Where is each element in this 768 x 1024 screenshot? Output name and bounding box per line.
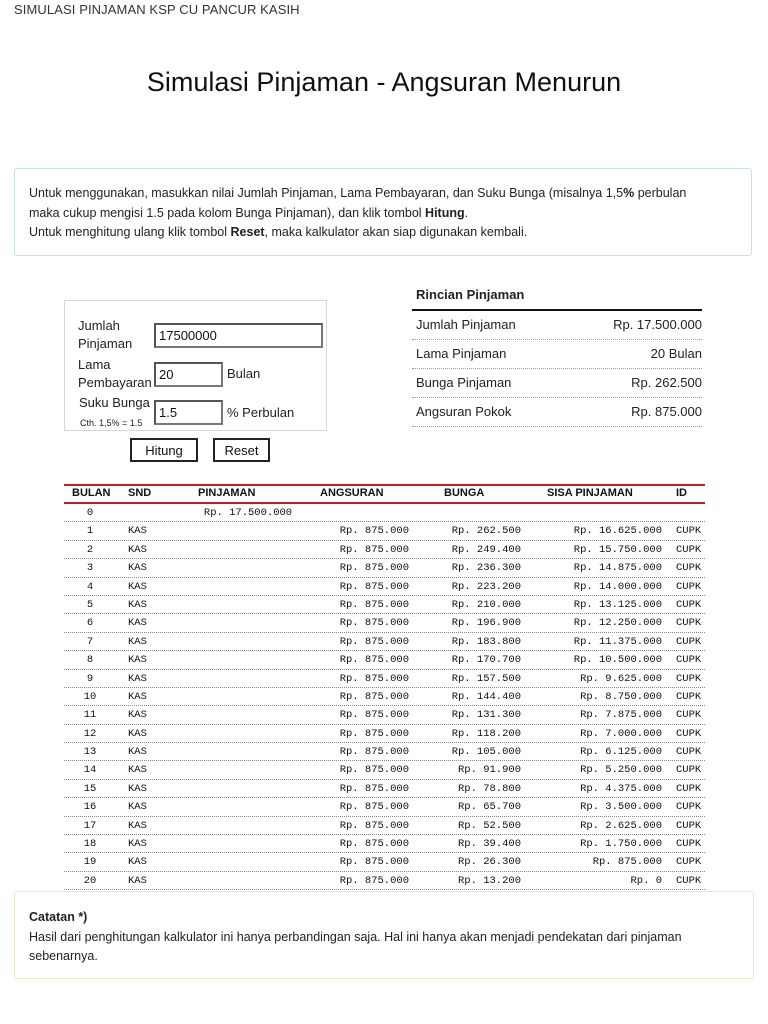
rincian-value: 20 Bulan	[650, 346, 702, 361]
instructions-text: , maka kalkulator akan siap digunakan kembali.	[264, 225, 528, 239]
hitung-button[interactable]: Hitung	[130, 438, 198, 462]
cell-sisa-pinjaman: Rp. 7.000.000	[580, 727, 662, 740]
cell-id: CUPK	[676, 543, 702, 556]
cell-snd: KAS	[128, 801, 147, 814]
cell-sisa-pinjaman: Rp. 875.000	[592, 856, 662, 869]
cell-snd: KAS	[128, 746, 147, 759]
cell-bulan: 12	[83, 727, 97, 740]
cell-sisa-pinjaman: Rp. 12.250.000	[573, 617, 662, 630]
schedule-row	[64, 670, 705, 688]
header-pinjaman: PINJAMAN	[198, 487, 256, 499]
instructions-text: Untuk menggunakan, masukkan nilai Jumlah Pinjaman, Lama Pembayaran, dan Suku Bunga (misalnya 1,5	[29, 186, 624, 200]
rincian-value: Rp. 875.000	[631, 404, 702, 419]
cell-id: CUPK	[676, 525, 702, 538]
instructions-text: Untuk menghitung ulang klik tombol	[29, 225, 231, 239]
jumlah-pinjaman-label	[78, 317, 132, 353]
cell-snd: KAS	[128, 690, 147, 703]
cell-sisa-pinjaman: Rp. 8.750.000	[580, 690, 662, 703]
cell-angsuran: Rp. 875.000	[339, 525, 409, 538]
cell-angsuran: Rp. 875.000	[339, 764, 409, 777]
cell-sisa-pinjaman: Rp. 3.500.000	[580, 801, 662, 814]
cell-sisa-pinjaman: Rp. 0	[630, 874, 662, 887]
cell-angsuran: Rp. 875.000	[339, 856, 409, 869]
rincian-row	[412, 340, 702, 369]
cell-bunga: Rp. 65.700	[457, 801, 521, 814]
cell-angsuran: Rp. 875.000	[339, 838, 409, 851]
cell-snd: KAS	[128, 654, 147, 667]
cell-id: CUPK	[676, 690, 702, 703]
schedule-row	[64, 743, 705, 761]
lama-label-line: Lama	[78, 357, 111, 372]
jumlah-pinjaman-input[interactable]	[154, 323, 323, 348]
cell-snd: KAS	[128, 672, 147, 685]
cell-sisa-pinjaman: Rp. 13.125.000	[573, 598, 662, 611]
cell-bunga: Rp. 170.700	[451, 654, 521, 667]
cell-angsuran: Rp. 875.000	[339, 782, 409, 795]
cell-bunga: Rp. 13.200	[457, 874, 521, 887]
cell-bulan: 19	[83, 856, 97, 869]
catatan-text: Hasil dari penghitungan kalkulator ini hanya perbandingan saja. Hal ini hanya akan menjadi pendekatan dari pinjaman sebenarnya.	[29, 929, 682, 963]
schedule-table	[64, 484, 705, 890]
cell-sisa-pinjaman: Rp. 9.625.000	[580, 672, 662, 685]
cell-bunga: Rp. 105.000	[451, 746, 521, 759]
cell-sisa-pinjaman: Rp. 14.000.000	[573, 580, 662, 593]
cell-id: CUPK	[676, 727, 702, 740]
cell-id: CUPK	[676, 782, 702, 795]
cell-angsuran: Rp. 875.000	[339, 874, 409, 887]
cell-bunga: Rp. 236.300	[451, 562, 521, 575]
schedule-row	[64, 596, 705, 614]
lama-unit: Bulan	[227, 366, 261, 381]
cell-snd: KAS	[128, 727, 147, 740]
cell-bunga: Rp. 131.300	[451, 709, 521, 722]
schedule-body	[64, 504, 705, 890]
loan-form	[64, 300, 327, 431]
header-angsuran: ANGSURAN	[320, 487, 384, 499]
schedule-row	[64, 817, 705, 835]
cell-angsuran: Rp. 875.000	[339, 543, 409, 556]
cell-bunga: Rp. 157.500	[451, 672, 521, 685]
rincian-label: Lama Pinjaman	[416, 346, 507, 361]
cell-snd: KAS	[128, 764, 147, 777]
rincian-row	[412, 369, 702, 398]
schedule-row	[64, 504, 705, 522]
suku-bunga-input[interactable]	[154, 400, 223, 425]
cell-id: CUPK	[676, 856, 702, 869]
instructions-line-1	[29, 184, 737, 204]
cell-angsuran: Rp. 875.000	[339, 617, 409, 630]
cell-angsuran: Rp. 875.000	[339, 819, 409, 832]
cell-sisa-pinjaman: Rp. 16.625.000	[573, 525, 662, 538]
cell-bunga: Rp. 262.500	[451, 525, 521, 538]
cell-sisa-pinjaman: Rp. 4.375.000	[580, 782, 662, 795]
cell-snd: KAS	[128, 874, 147, 887]
schedule-row	[64, 780, 705, 798]
cell-angsuran: Rp. 875.000	[339, 672, 409, 685]
schedule-row	[64, 651, 705, 669]
cell-bunga: Rp. 26.300	[457, 856, 521, 869]
cell-pinjaman: Rp. 17.500.000	[203, 507, 293, 519]
cell-id: CUPK	[676, 598, 702, 611]
cell-bulan: 10	[83, 690, 97, 703]
cell-id: CUPK	[676, 709, 702, 722]
cell-angsuran: Rp. 875.000	[339, 727, 409, 740]
cell-bulan: 16	[83, 801, 97, 814]
cell-bulan: 4	[86, 580, 94, 593]
schedule-row	[64, 798, 705, 816]
cell-bulan: 11	[83, 709, 97, 722]
site-title: SIMULASI PINJAMAN KSP CU PANCUR KASIH	[14, 2, 300, 17]
rincian-label: Bunga Pinjaman	[416, 375, 512, 390]
cell-angsuran: Rp. 875.000	[339, 562, 409, 575]
schedule-row	[64, 706, 705, 724]
schedule-row	[64, 688, 705, 706]
cell-id: CUPK	[676, 562, 702, 575]
suku-bunga-unit: % Perbulan	[227, 405, 295, 420]
cell-bulan: 2	[86, 543, 94, 556]
cell-id: CUPK	[676, 819, 702, 832]
cell-snd: KAS	[128, 562, 147, 575]
lama-pembayaran-input[interactable]	[154, 362, 223, 387]
cell-bunga: Rp. 223.200	[451, 580, 521, 593]
cell-bulan: 20	[83, 874, 97, 887]
cell-snd: KAS	[128, 838, 147, 851]
schedule-row	[64, 614, 705, 632]
schedule-row	[64, 872, 705, 890]
cell-bunga: Rp. 249.400	[451, 543, 521, 556]
schedule-row	[64, 725, 705, 743]
cell-sisa-pinjaman: Rp. 15.750.000	[573, 543, 662, 556]
cell-id: CUPK	[676, 801, 702, 814]
cell-id: CUPK	[676, 580, 702, 593]
suku-bunga-example: Cth. 1,5% = 1.5	[80, 418, 143, 428]
schedule-row	[64, 761, 705, 779]
rincian-row	[412, 311, 702, 340]
cell-bulan: 1	[86, 525, 94, 538]
lama-pembayaran-label	[78, 356, 152, 392]
cell-angsuran: Rp. 875.000	[339, 709, 409, 722]
cell-id: CUPK	[676, 874, 702, 887]
cell-bunga: Rp. 91.900	[457, 764, 521, 777]
suku-bunga-label: Suku Bunga	[79, 395, 150, 410]
catatan-box	[14, 891, 754, 979]
cell-bunga: Rp. 118.200	[451, 727, 521, 740]
cell-bunga: Rp. 210.000	[451, 598, 521, 611]
cell-bulan: 13	[83, 746, 97, 759]
cell-angsuran: Rp. 875.000	[339, 746, 409, 759]
cell-snd: KAS	[128, 617, 147, 630]
cell-angsuran: Rp. 875.000	[339, 690, 409, 703]
cell-snd: KAS	[128, 819, 147, 832]
cell-sisa-pinjaman: Rp. 14.875.000	[573, 562, 662, 575]
lama-label-line: Pembayaran	[78, 375, 152, 390]
cell-id: CUPK	[676, 764, 702, 777]
cell-bulan: 14	[83, 764, 97, 777]
cell-angsuran: Rp. 875.000	[339, 635, 409, 648]
cell-snd: KAS	[128, 782, 147, 795]
schedule-row	[64, 541, 705, 559]
cell-bulan: 8	[86, 654, 94, 667]
cell-bulan: 7	[86, 635, 94, 648]
page-title: Simulasi Pinjaman - Angsuran Menurun	[146, 67, 622, 97]
cell-bunga: Rp. 183.800	[451, 635, 521, 648]
cell-snd: KAS	[128, 543, 147, 556]
cell-snd: KAS	[128, 856, 147, 869]
cell-bulan: 6	[86, 617, 94, 630]
instructions-reset-keyword: Reset	[230, 225, 265, 239]
jumlah-label-line: Jumlah	[78, 318, 120, 333]
schedule-row	[64, 559, 705, 577]
cell-id: CUPK	[676, 672, 702, 685]
instructions-text: .	[464, 205, 469, 220]
cell-snd: KAS	[128, 709, 147, 722]
rincian-label: Jumlah Pinjaman	[416, 317, 516, 332]
instructions-line-3	[29, 223, 737, 243]
instructions-line-2	[29, 204, 737, 224]
cell-bunga: Rp. 144.400	[451, 690, 521, 703]
cell-bulan: 9	[86, 672, 94, 685]
cell-bunga: Rp. 39.400	[457, 838, 521, 851]
cell-sisa-pinjaman: Rp. 10.500.000	[573, 654, 662, 667]
header-sisa-pinjaman: SISA PINJAMAN	[547, 487, 633, 499]
cell-sisa-pinjaman: Rp. 5.250.000	[580, 764, 662, 777]
cell-bunga: Rp. 52.500	[457, 819, 521, 832]
cell-id: CUPK	[676, 746, 702, 759]
cell-bulan: 15	[83, 782, 97, 795]
cell-bulan: 5	[86, 598, 94, 611]
jumlah-label-line: Pinjaman	[78, 336, 133, 351]
cell-snd: KAS	[128, 635, 147, 648]
schedule-row	[64, 522, 705, 540]
rincian-value: Rp. 262.500	[631, 375, 702, 390]
cell-angsuran: Rp. 875.000	[339, 598, 409, 611]
rincian-value: Rp. 17.500.000	[613, 317, 702, 332]
instructions-box	[14, 168, 752, 256]
header-bulan: BULAN	[72, 487, 111, 499]
cell-bunga: Rp. 196.900	[451, 617, 521, 630]
cell-sisa-pinjaman: Rp. 7.875.000	[580, 709, 662, 722]
cell-angsuran: Rp. 875.000	[339, 801, 409, 814]
instructions-text: perbulan	[634, 186, 687, 200]
cell-angsuran: Rp. 875.000	[339, 654, 409, 667]
rincian-pinjaman-table	[412, 281, 702, 427]
header-bunga: BUNGA	[444, 487, 485, 499]
cell-angsuran: Rp. 875.000	[339, 580, 409, 593]
schedule-row	[64, 835, 705, 853]
cell-id: CUPK	[676, 838, 702, 851]
schedule-row	[64, 578, 705, 596]
cell-id: CUPK	[676, 654, 702, 667]
cell-snd: KAS	[128, 598, 147, 611]
cell-sisa-pinjaman: Rp. 11.375.000	[573, 635, 662, 648]
instructions-percent: %	[623, 186, 635, 200]
cell-sisa-pinjaman: Rp. 6.125.000	[580, 746, 662, 759]
instructions-text: maka cukup mengisi 1.5 pada kolom Bunga Pinjaman), dan klik tombol	[29, 205, 426, 220]
reset-button[interactable]: Reset	[213, 438, 270, 462]
cell-bulan: 17	[83, 819, 97, 832]
schedule-row	[64, 853, 705, 871]
cell-id: CUPK	[676, 635, 702, 648]
header-snd: SND	[128, 487, 152, 499]
instructions-hitung-keyword: Hitung	[425, 205, 465, 220]
schedule-header	[64, 484, 705, 504]
rincian-row	[412, 398, 702, 427]
cell-bulan: 0	[86, 507, 94, 519]
cell-bunga: Rp. 78.800	[457, 782, 521, 795]
cell-bulan: 3	[86, 562, 94, 575]
header-id: ID	[676, 487, 687, 499]
cell-bulan: 18	[83, 838, 97, 851]
cell-sisa-pinjaman: Rp. 1.750.000	[580, 838, 662, 851]
rincian-title: Rincian Pinjaman	[412, 281, 702, 311]
cell-sisa-pinjaman: Rp. 2.625.000	[580, 819, 662, 832]
schedule-row	[64, 633, 705, 651]
cell-id: CUPK	[676, 617, 702, 630]
rincian-label: Angsuran Pokok	[416, 404, 512, 419]
cell-snd: KAS	[128, 580, 147, 593]
cell-snd: KAS	[128, 525, 147, 538]
catatan-title: Catatan *)	[29, 910, 88, 924]
